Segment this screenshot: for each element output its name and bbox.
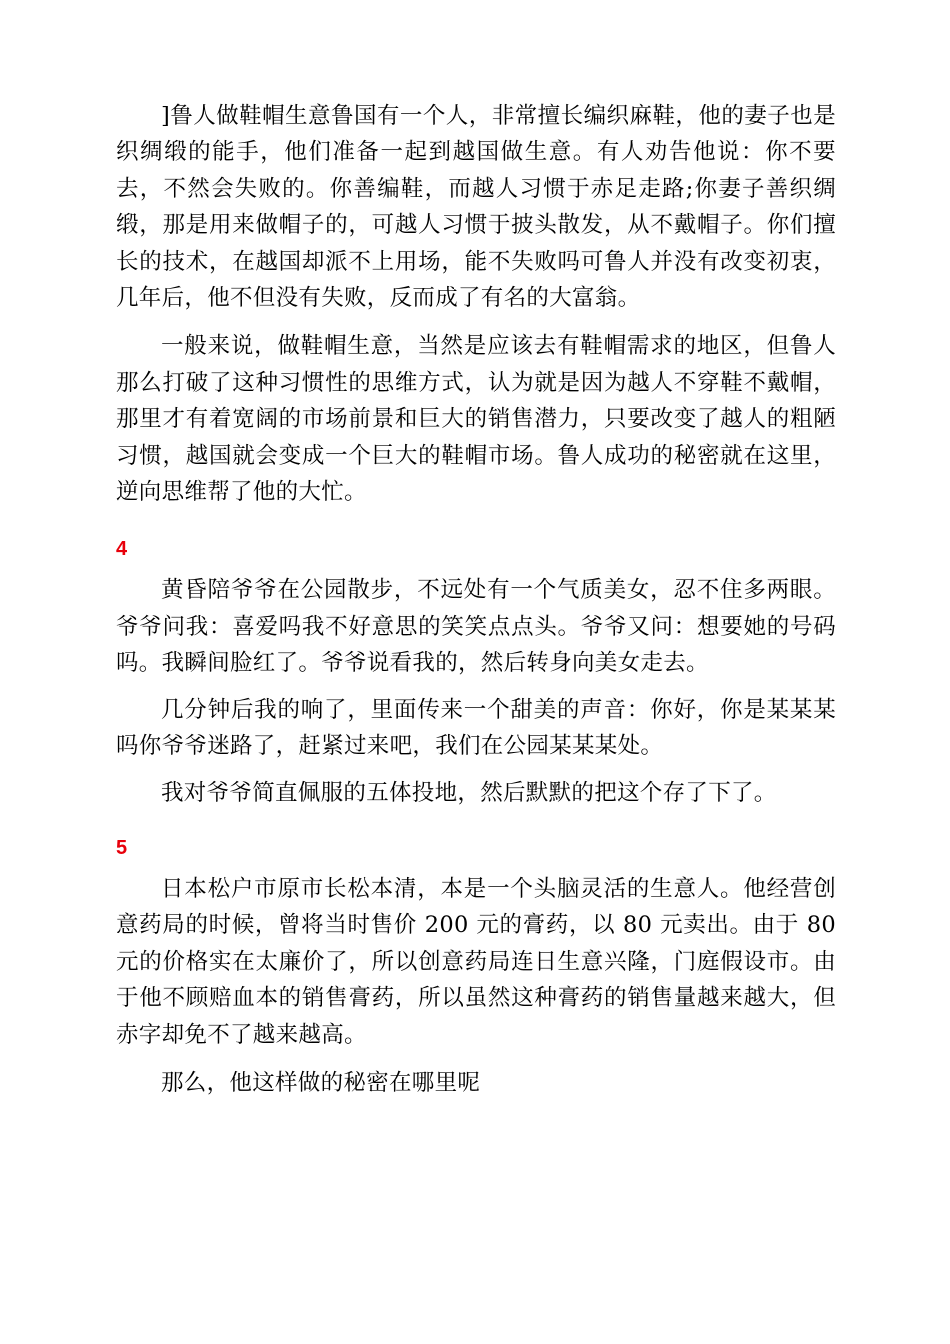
paragraph-admiration: 我对爷爷简直佩服的五体投地，然后默默的把这个存了下了。 <box>161 779 777 806</box>
paragraph-matsumoto-story: 日本松户市原市长松本清，本是一个头脑灵活的生意人。他经营创意药局的时候，曾将当时售价 200 元的膏药，以 80 元卖出。由于 80 元的价格实在太廉价了，所以创意药局连日生意兴隆，门庭假设市。由于他不顾赔血本的销售膏药，所以虽然这种膏药的销售量越来越大，但赤字却免不了越来越高。 <box>116 875 836 1048</box>
paragraph-lu-people-story: ]鲁人做鞋帽生意鲁国有一个人，非常擅长编织麻鞋，他的妻子也是织绸缎的能手，他们准备一起到越国做生意。有人劝告他说：你不要去，不然会失败的。你善编鞋，而越人习惯于赤足走路;你妻子善织绸缎，那是用来做帽子的，可越人习惯于披头散发，从不戴帽子。你们擅长的技术，在越国却派不上用场，能不失败吗可鲁人并没有改变初衷，几年后，他不但没有失败，反而成了有名的大富翁。 <box>116 103 836 312</box>
section-number-5: 5 <box>116 836 128 859</box>
paragraph-phone-call: 几分钟后我的响了，里面传来一个甜美的声音：你好，你是某某某吗你爷爷迷路了，赶紧过来吧，我们在公园某某某处。 <box>116 696 836 760</box>
paragraph-secret-question: 那么，他这样做的秘密在哪里呢 <box>161 1069 481 1096</box>
section-number-4: 4 <box>116 538 128 561</box>
document-body <box>116 98 836 1101</box>
paragraph-reverse-thinking: 一般来说，做鞋帽生意，当然是应该去有鞋帽需求的地区，但鲁人那么打破了这种习惯性的思维方式，认为就是因为越人不穿鞋不戴帽，那里才有着宽阔的市场前景和巨大的销售潜力，只要改变了越人的粗陋习惯，越国就会变成一个巨大的鞋帽市场。鲁人成功的秘密就在这里，逆向思维帮了他的大忙。 <box>116 333 836 506</box>
paragraph-grandpa-park: 黄昏陪爷爷在公园散步，不远处有一个气质美女，忍不住多两眼。爷爷问我：喜爱吗我不好意思的笑笑点点头。爷爷又问：想要她的号码吗。我瞬间脸红了。爷爷说看我的，然后转身向美女走去。 <box>116 577 836 677</box>
